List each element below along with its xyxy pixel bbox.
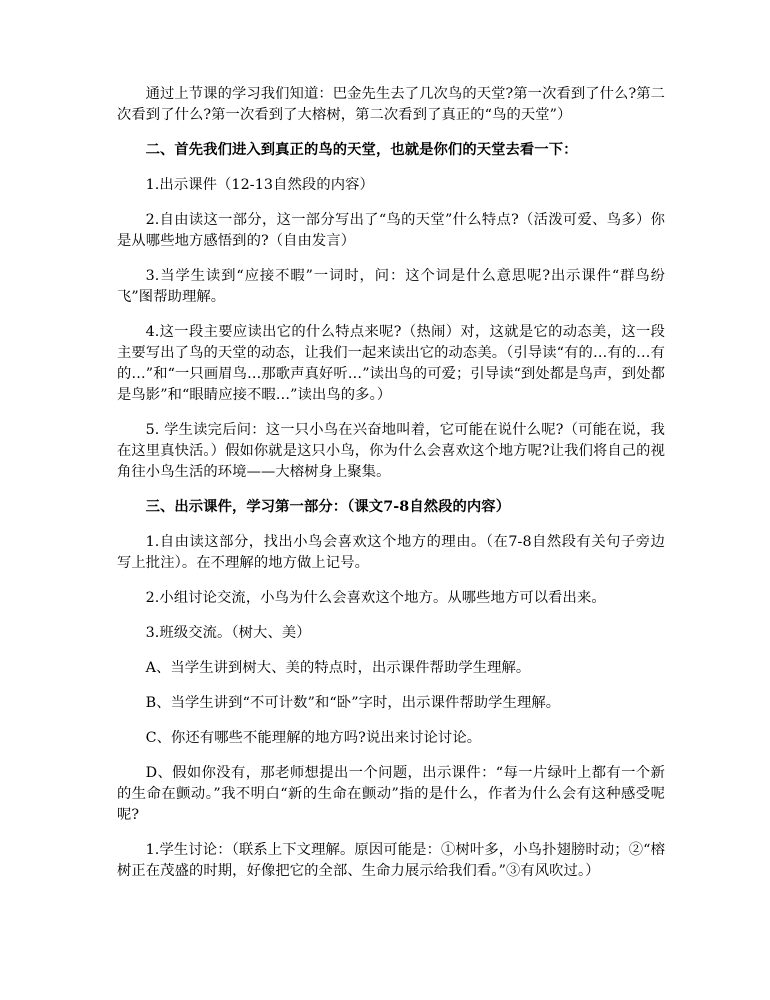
- paragraph-item-c: C、你还有哪些不能理解的地方吗?说出来讨论讨论。: [145, 730, 482, 746]
- paragraph-part1-step-2: 2.小组讨论交流，小鸟为什么会喜欢这个地方。从哪些地方可以看出来。: [145, 590, 606, 606]
- paragraph-item-d: D、假如你没有，那老师想提出一个问题，出示课件：“每一片绿叶上都有一个新的生命在颤动。”我不明白“新的生命在颤动”指的是什么，作者为什么会有这种感受呢呢?: [117, 765, 665, 823]
- paragraph-item-a: A、当学生讲到树大、美的特点时，出示课件帮助学生理解。: [145, 660, 531, 676]
- paragraph-step-1: 1.出示课件（12-13自然段的内容）: [145, 177, 374, 193]
- paragraph-step-3: 3.当学生读到“应接不暇”一词时，问：这个词是什么意思呢?出示课件“群鸟纷飞”图帮助理解。: [117, 268, 665, 305]
- paragraph-item-b: B、当学生讲到“不可计数”和“卧”字时，出示课件帮助学生理解。: [145, 695, 561, 711]
- paragraph-step-4: 4.这一段主要应读出它的什么特点来呢?（热闹）对，这就是它的动态美，这一段主要写出了鸟的天堂的动态，让我们一起来读出它的动态美。（引导读“有的…有的…有的…”和“一只画眉鸟…那歌声真好听…”读出鸟的可爱；引导读“到处都是鸟声，到处都是鸟影”和“眼睛应接不暇…”读出鸟的多。）: [117, 324, 665, 403]
- paragraph-part1-step-3: 3.班级交流。（树大、美）: [145, 625, 311, 641]
- paragraph-step-2: 2.自由读这一部分，这一部分写出了“鸟的天堂”什么特点?（活泼可爱、鸟多）你是从哪些地方感悟到的?（自由发言）: [117, 212, 665, 249]
- paragraph-part1-step-1: 1.自由读这部分，找出小鸟会喜欢这个地方的理由。（在7-8自然段有关句子旁边写上批注）。在不理解的地方做上记号。: [117, 534, 665, 571]
- section-heading-2: 二、首先我们进入到真正的鸟的天堂，也就是你们的天堂去看一下：: [145, 142, 578, 158]
- document-body: [117, 84, 665, 896]
- paragraph-discussion: 1.学生讨论：（联系上下文理解。原因可能是：①树叶多，小鸟扑翅膀时动；②“榕树正在茂盛的时期，好像把它的全部、生命力展示给我们看。”③有风吹过。）: [117, 842, 665, 879]
- paragraph-intro: 通过上节课的学习我们知道：巴金先生去了几次鸟的天堂?第一次看到了什么?第二次看到了什么?第一次看到了大榕树，第二次看到了真正的“鸟的天堂”）: [117, 86, 666, 123]
- section-heading-3: 三、出示课件，学习第一部分：（课文7-8自然段的内容）: [145, 499, 511, 515]
- paragraph-step-5: 5. 学生读完后问：这一只小鸟在兴奋地叫着，它可能在说什么呢?（可能在说，我在这里真快活。）假如你就是这只小鸟，你为什么会喜欢这个地方呢?让我们将自己的视角往小鸟生活的环境——大榕树身上聚集。: [117, 422, 665, 480]
